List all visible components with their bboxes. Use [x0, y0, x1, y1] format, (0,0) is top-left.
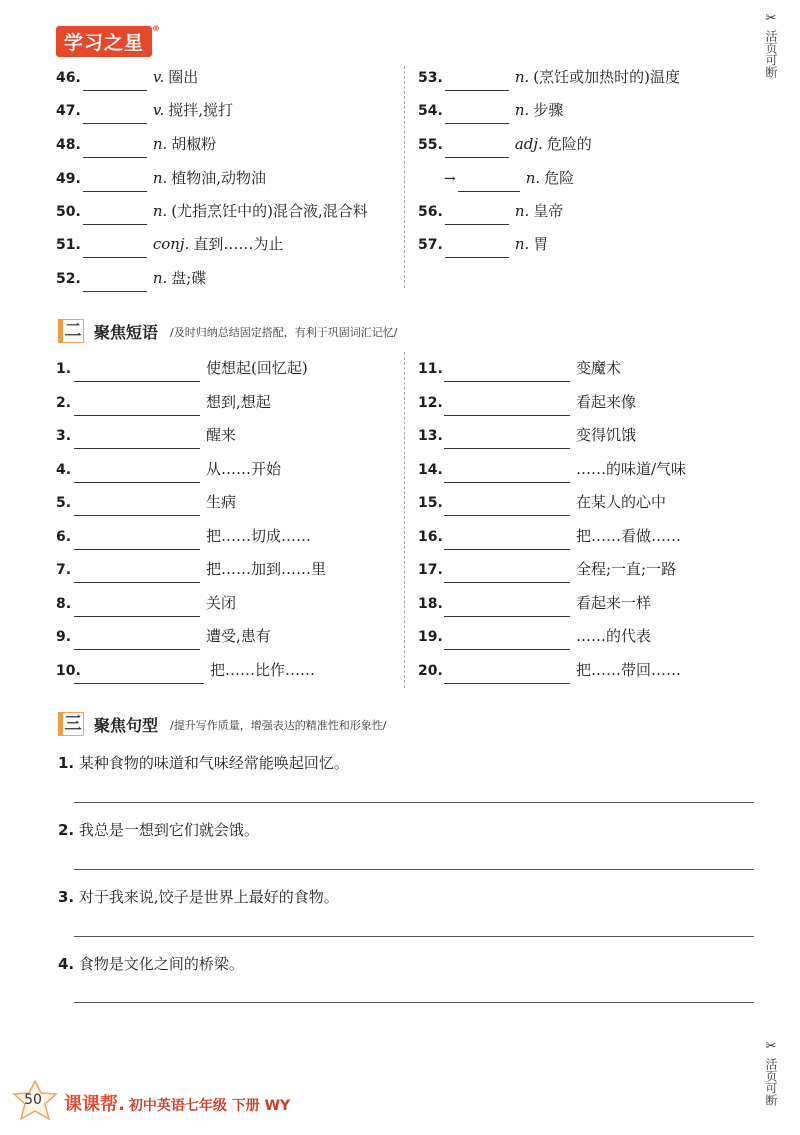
page-number: 50 — [24, 1092, 42, 1108]
meaning: 全程;一直;一路 — [576, 560, 677, 578]
item-number: 6. — [56, 529, 72, 545]
item-number: 1. — [58, 754, 75, 772]
item-number: 20. — [418, 663, 443, 679]
brand-logo — [56, 24, 162, 57]
meaning: 胃 — [533, 235, 549, 253]
part-of-speech: n. — [514, 202, 530, 220]
meaning: 遭受,患有 — [206, 627, 271, 645]
phrase-item — [418, 556, 676, 582]
answer-blank[interactable] — [445, 139, 509, 158]
answer-blank[interactable] — [444, 497, 570, 516]
scissors-icon: ✂ — [765, 11, 777, 26]
sentence-prompt — [58, 953, 244, 974]
answer-blank[interactable] — [74, 531, 200, 550]
item-number: 4. — [58, 955, 75, 973]
section-number-icon: 三 — [58, 712, 84, 736]
part-of-speech: n. — [152, 169, 168, 187]
answer-blank[interactable] — [444, 464, 570, 483]
meaning: 搅拌,搅打 — [168, 101, 234, 119]
meaning: (烹饪或加热时的)温度 — [533, 68, 680, 86]
meaning: 皇帝 — [533, 202, 564, 220]
meaning: 盘;碟 — [171, 269, 207, 287]
column-divider — [404, 66, 405, 288]
vocab-item — [418, 131, 592, 157]
answer-blank[interactable] — [444, 665, 570, 684]
answer-blank[interactable] — [444, 631, 570, 650]
answer-blank[interactable] — [83, 139, 147, 158]
sentence-prompt — [58, 819, 259, 840]
answer-blank[interactable] — [445, 206, 509, 225]
sentence-prompt — [58, 886, 339, 907]
vocab-item — [418, 198, 563, 224]
part-of-speech: v. — [152, 68, 165, 86]
answer-blank[interactable] — [83, 173, 147, 192]
arrow-icon: → — [444, 171, 456, 187]
footer-brand: 课课帮. — [64, 1094, 125, 1115]
sentence-text: 我总是一想到它们就会饿。 — [78, 821, 259, 839]
meaning: 看起来像 — [576, 393, 637, 411]
section-description: /提升写作质量，增强表达的精准性和形象性/ — [170, 719, 387, 732]
item-number: 4. — [56, 462, 72, 478]
item-number: 3. — [56, 428, 72, 444]
item-number: 19. — [418, 629, 443, 645]
vocab-item — [56, 265, 206, 291]
meaning: 变魔术 — [576, 359, 622, 377]
answer-blank[interactable] — [83, 239, 147, 258]
vocab-item — [56, 97, 233, 123]
meaning: 使想起(回忆起) — [206, 359, 308, 377]
item-number: 12. — [418, 395, 443, 411]
phrase-item — [56, 523, 311, 549]
vocab-item — [418, 97, 563, 123]
vocab-item — [418, 64, 680, 90]
item-number: 15. — [418, 495, 443, 511]
part-of-speech: adj. — [514, 135, 543, 153]
section-title: 聚焦短语 — [94, 323, 159, 342]
phrase-item — [418, 657, 681, 683]
meaning: 直到……为止 — [193, 235, 284, 253]
page-number-badge — [10, 1080, 60, 1122]
item-number: 5. — [56, 495, 72, 511]
answer-blank[interactable] — [74, 564, 200, 583]
answer-blank[interactable] — [74, 464, 200, 483]
part-of-speech: v. — [152, 101, 165, 119]
meaning: ……的味道/气味 — [576, 460, 687, 478]
phrase-item — [418, 623, 651, 649]
part-of-speech: n. — [514, 68, 530, 86]
meaning: 生病 — [206, 493, 237, 511]
phrase-item — [56, 422, 236, 448]
meaning: 危险的 — [546, 135, 592, 153]
part-of-speech: n. — [152, 269, 168, 287]
answer-blank[interactable] — [74, 397, 200, 416]
answer-blank[interactable] — [444, 397, 570, 416]
phrase-item — [418, 523, 681, 549]
item-number: 46. — [56, 70, 81, 86]
meaning: 把……比作…… — [210, 661, 316, 679]
phrase-item — [56, 355, 308, 381]
meaning: 醒来 — [206, 426, 237, 444]
answer-blank[interactable] — [444, 564, 570, 583]
part-of-speech: n. — [525, 169, 541, 187]
vocab-item — [56, 64, 198, 90]
answer-line[interactable] — [74, 869, 754, 870]
meaning: 圈出 — [168, 68, 199, 86]
section-title: 聚焦句型 — [94, 716, 159, 735]
phrase-item — [418, 389, 636, 415]
vocab-item — [56, 131, 216, 157]
meaning: 在某人的心中 — [576, 493, 667, 511]
part-of-speech: n. — [152, 135, 168, 153]
phrase-item — [56, 556, 326, 582]
item-number: 48. — [56, 137, 81, 153]
phrase-item — [418, 456, 686, 482]
item-number: 55. — [418, 137, 443, 153]
answer-blank[interactable] — [444, 363, 570, 382]
sentence-text: 对于我来说,饺子是世界上最好的食物。 — [78, 888, 339, 906]
meaning: 看起来一样 — [576, 594, 652, 612]
phrase-item — [56, 456, 281, 482]
answer-blank[interactable] — [83, 273, 147, 292]
item-number: 57. — [418, 237, 443, 253]
phrase-item — [56, 489, 236, 515]
column-divider — [404, 352, 405, 688]
sentence-text: 食物是文化之间的桥梁。 — [78, 955, 244, 973]
section-description: /及时归纳总结固定搭配，有利于巩固词汇记忆/ — [170, 326, 398, 339]
phrase-item — [56, 623, 271, 649]
meaning: 步骤 — [533, 101, 564, 119]
vocab-item — [56, 198, 368, 224]
meaning: 把……切成…… — [206, 527, 312, 545]
registered-mark: ® — [152, 24, 162, 33]
answer-blank[interactable] — [444, 598, 570, 617]
item-number: 1. — [56, 361, 72, 377]
item-number: 14. — [418, 462, 443, 478]
answer-line[interactable] — [74, 802, 754, 803]
meaning: ……的代表 — [576, 627, 652, 645]
item-number: 2. — [58, 821, 75, 839]
sentence-text: 某种食物的味道和气味经常能唤起回忆。 — [78, 754, 349, 772]
item-number: 17. — [418, 562, 443, 578]
side-tab-label: 活页可断 — [764, 30, 778, 78]
answer-blank[interactable] — [74, 665, 204, 684]
answer-blank[interactable] — [444, 531, 570, 550]
section-number-icon: 二 — [58, 319, 84, 343]
item-number: 56. — [418, 204, 443, 220]
phrase-item — [418, 590, 651, 616]
phrase-item — [56, 590, 236, 616]
answer-blank[interactable] — [74, 598, 200, 617]
vocab-derived-item — [444, 165, 574, 191]
meaning: 想到,想起 — [206, 393, 271, 411]
meaning: 从……开始 — [206, 460, 282, 478]
answer-blank[interactable] — [458, 173, 520, 192]
meaning: 变得饥饿 — [576, 426, 637, 444]
part-of-speech: n. — [514, 101, 530, 119]
answer-blank[interactable] — [74, 497, 200, 516]
vocab-item — [56, 231, 283, 257]
answer-blank[interactable] — [445, 72, 509, 91]
brand-logo-text: 学习之星 — [64, 32, 145, 54]
footer-book-title: 初中英语七年级 下册 WY — [128, 1098, 291, 1114]
answer-blank[interactable] — [83, 206, 147, 225]
phrase-item — [56, 657, 315, 683]
item-number: 49. — [56, 171, 81, 187]
part-of-speech: n. — [514, 235, 530, 253]
phrase-item — [418, 489, 666, 515]
meaning: 把……看做…… — [576, 527, 682, 545]
meaning: 危险 — [544, 169, 575, 187]
item-number: 54. — [418, 103, 443, 119]
answer-blank[interactable] — [83, 72, 147, 91]
phrase-item — [418, 355, 621, 381]
item-number: 50. — [56, 204, 81, 220]
item-number: 9. — [56, 629, 72, 645]
answer-blank[interactable] — [74, 430, 200, 449]
footer-title — [64, 1090, 290, 1116]
side-tab-bottom — [760, 1040, 782, 1109]
item-number: 53. — [418, 70, 443, 86]
phrase-item — [418, 422, 636, 448]
meaning: (尤指烹饪中的)混合液,混合料 — [171, 202, 368, 220]
item-number: 52. — [56, 271, 81, 287]
item-number: 51. — [56, 237, 81, 253]
answer-blank[interactable] — [74, 631, 200, 650]
meaning: 关闭 — [206, 594, 237, 612]
item-number: 8. — [56, 596, 72, 612]
item-number: 16. — [418, 529, 443, 545]
answer-line[interactable] — [74, 936, 754, 937]
answer-blank[interactable] — [74, 363, 200, 382]
part-of-speech: conj. — [152, 235, 190, 253]
sentence-prompt — [58, 752, 349, 773]
item-number: 3. — [58, 888, 75, 906]
item-number: 2. — [56, 395, 72, 411]
answer-blank[interactable] — [444, 430, 570, 449]
item-number: 13. — [418, 428, 443, 444]
answer-line[interactable] — [74, 1002, 754, 1003]
part-of-speech: n. — [152, 202, 168, 220]
meaning: 把……带回…… — [576, 661, 682, 679]
scissors-icon: ✂ — [765, 1039, 777, 1054]
side-tab-top — [760, 12, 782, 81]
item-number: 10. — [56, 663, 81, 679]
item-number: 11. — [418, 361, 443, 377]
answer-blank[interactable] — [83, 105, 147, 124]
meaning: 把……加到……里 — [206, 560, 327, 578]
vocab-item — [56, 165, 266, 191]
item-number: 7. — [56, 562, 72, 578]
answer-blank[interactable] — [445, 105, 509, 124]
meaning: 胡椒粉 — [171, 135, 217, 153]
item-number: 18. — [418, 596, 443, 612]
item-number: 47. — [56, 103, 81, 119]
answer-blank[interactable] — [445, 239, 509, 258]
phrase-item — [56, 389, 271, 415]
side-tab-label: 活页可断 — [764, 1058, 778, 1106]
meaning: 植物油,动物油 — [171, 169, 267, 187]
vocab-item — [418, 231, 548, 257]
